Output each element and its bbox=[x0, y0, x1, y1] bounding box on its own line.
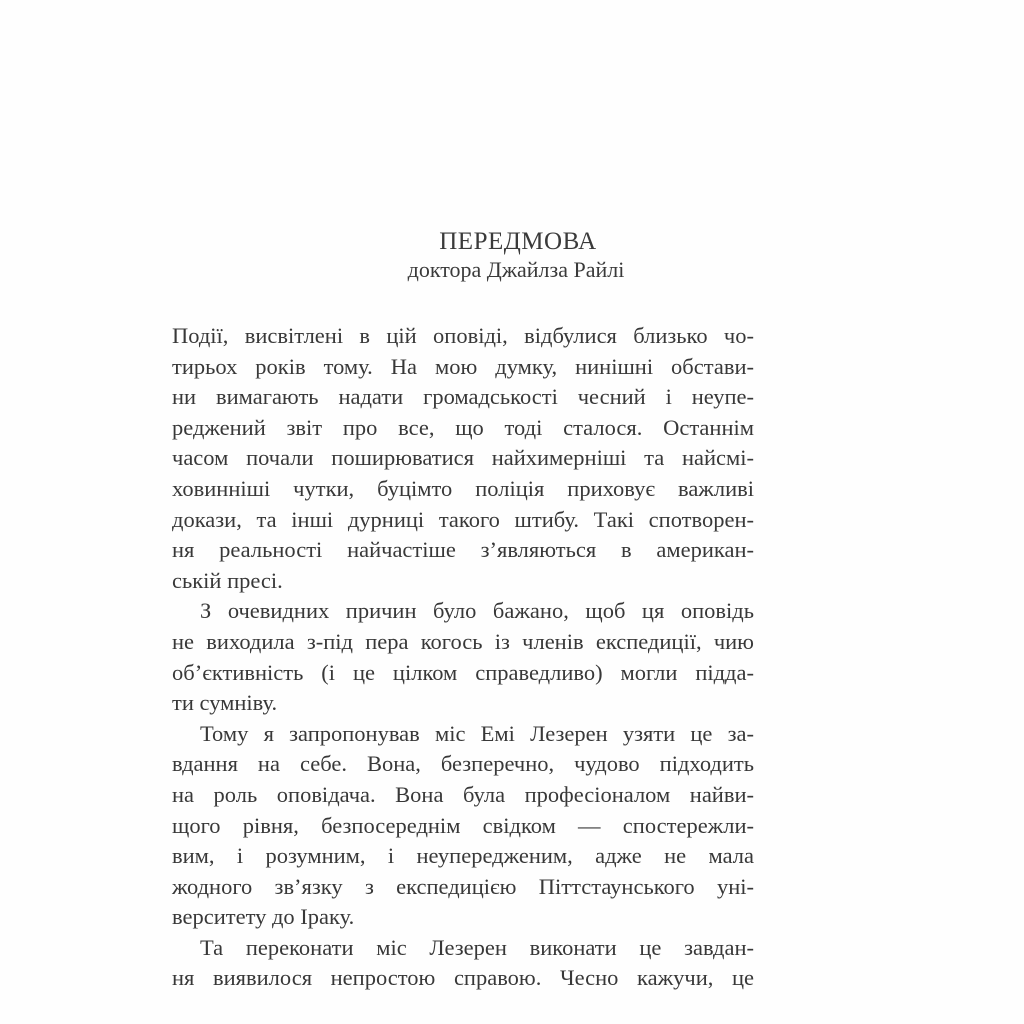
text-line: Та переконати міс Лезерен виконати це завдан- bbox=[200, 934, 754, 960]
text-line: жодного зв’язку з експедицією Піттстаунського уні- bbox=[172, 873, 754, 899]
text-line: вим, і розумним, і неупередженим, адже не мала bbox=[172, 843, 754, 869]
text-line: на роль оповідача. Вона була професіоналом найви- bbox=[172, 781, 754, 807]
text-line: З очевидних причин було бажано, щоб ця оповідь bbox=[200, 598, 754, 624]
chapter-subtitle: доктора Джайлза Райлі bbox=[407, 257, 625, 282]
text-line: реджений звіт про все, що тоді сталося. Останнім bbox=[172, 414, 754, 440]
text-line: не виходила з-під пера когось із членів експедиції, чию bbox=[172, 628, 754, 654]
text-line: ти сумніву. bbox=[172, 690, 278, 716]
text-line: верситету до Іраку. bbox=[172, 904, 355, 930]
text-line: ня реальності найчастіше з’являються в американ- bbox=[172, 537, 754, 563]
text-line: об’єктивність (і це цілком справедливо) могли підда- bbox=[172, 659, 754, 685]
text-line: ській пресі. bbox=[172, 567, 283, 593]
text-line: докази, та інші дурниці такого штибу. Такі спотворен- bbox=[172, 506, 754, 532]
text-line: ховинніші чутки, буцімто поліція приховує важливі bbox=[172, 475, 754, 501]
text-line: ни вимагають надати громадськості чесний і неупе- bbox=[172, 384, 754, 410]
text-line: часом почали поширюватися найхимерніші та найсмі- bbox=[172, 445, 754, 471]
text-line: щого рівня, безпосереднім свідком — спостережли- bbox=[172, 812, 754, 838]
text-line: Події, висвітлені в цій оповіді, відбулися близько чо- bbox=[172, 323, 754, 348]
chapter-title: ПЕРЕДМОВА bbox=[439, 228, 597, 255]
text-line: вдання на себе. Вона, безперечно, чудово підходить bbox=[172, 751, 754, 777]
text-line: Тому я запропонував міс Емі Лезерен узяти це за- bbox=[200, 720, 754, 746]
body-text bbox=[172, 321, 754, 994]
text-line: ня виявилося непростою справою. Чесно кажучи, це bbox=[172, 965, 754, 991]
text-line: тирьох років тому. На мою думку, нинішні обстави- bbox=[172, 353, 754, 379]
